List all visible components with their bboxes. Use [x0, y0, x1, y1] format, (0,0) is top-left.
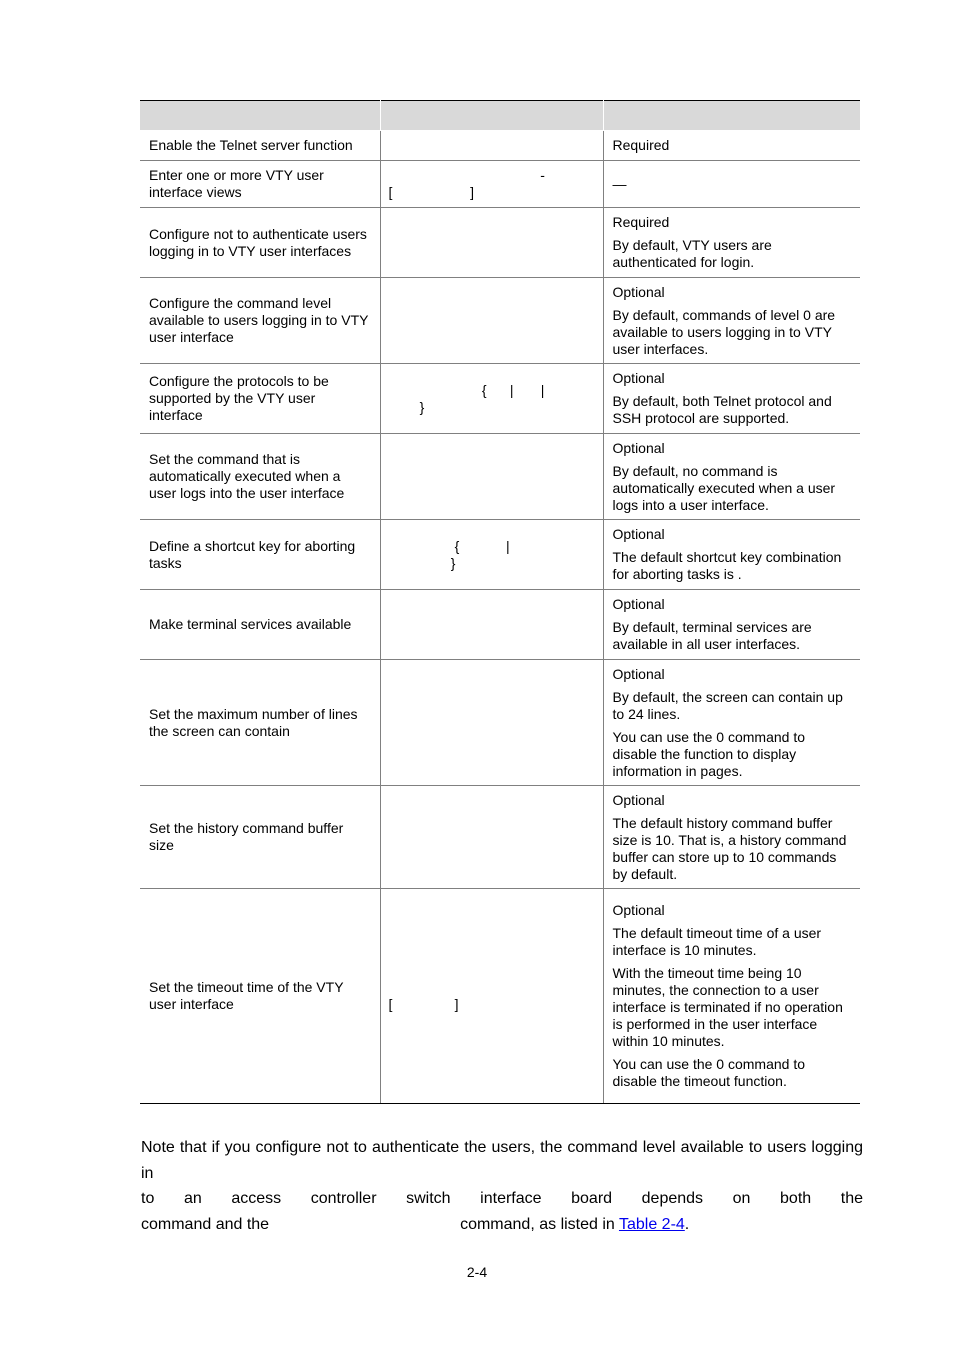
header-operation — [140, 101, 380, 131]
command-cell — [380, 208, 603, 278]
remarks-cell — [603, 208, 860, 278]
table-row — [140, 364, 860, 434]
table-row — [140, 786, 860, 889]
remark-text: Required — [612, 137, 670, 153]
remark-text: The default shortcut key combination for aborting tasks is . — [612, 549, 842, 582]
remarks-cell — [603, 786, 860, 889]
remark-text: By default, both Telnet protocol and SSH protocol are supported. — [612, 393, 832, 426]
remark-text: You can use the 0 command to disable the function to display information in pages. — [612, 728, 805, 779]
remark-text: Optional — [612, 526, 665, 542]
remarks-cell — [603, 434, 860, 520]
remarks-cell — [603, 131, 860, 161]
operation-cell: Set the timeout time of the VTY user interface — [140, 889, 380, 1104]
note-line: to an access controller switch interface board depends on both the — [141, 1190, 863, 1207]
table-row — [140, 520, 860, 590]
remarks-cell — [603, 889, 860, 1104]
remarks-cell — [603, 660, 860, 786]
header-command — [380, 101, 603, 131]
operation-cell: Set the command that is automatically executed when a user logs into the user interface — [140, 434, 380, 520]
remarks-cell — [603, 364, 860, 434]
command-cell — [380, 131, 603, 161]
command-cell: { | | } — [380, 364, 603, 434]
header-remarks — [603, 101, 860, 131]
remark-text: Optional — [612, 902, 665, 918]
table-row — [140, 208, 860, 278]
remark-text: Optional — [612, 596, 665, 612]
operation-cell: Enter one or more VTY user interface views — [140, 161, 380, 208]
remark-text: Optional — [612, 439, 665, 456]
command-cell: - [ ] — [380, 161, 603, 208]
remark-text: With the timeout time being 10 minutes, the connection to a user interface is terminated if no operation is performed in the user interface within 10 minutes. — [612, 965, 843, 1049]
remarks-cell — [603, 278, 860, 364]
remark-text: — — [612, 175, 627, 192]
operation-cell: Configure the protocols to be supported by the VTY user interface — [140, 364, 380, 434]
remarks-cell — [603, 161, 860, 208]
remarks-cell — [603, 520, 860, 590]
operation-cell: Make terminal services available — [140, 590, 380, 660]
remark-text: Optional — [612, 370, 665, 386]
operation-cell: Set the maximum number of lines the screen can contain — [140, 660, 380, 786]
remark-text: Optional — [612, 665, 665, 682]
table-row — [140, 434, 860, 520]
table-row — [140, 590, 860, 660]
page-number: 2-4 — [466, 1264, 488, 1280]
remark-text: By default, no command is automatically executed when a user logs into a user interface. — [612, 462, 836, 513]
table-row — [140, 131, 860, 161]
table-row — [140, 889, 860, 1104]
remark-text: Optional — [612, 791, 665, 808]
note-line: Note that if you configure not to authenticate the users, the command level available to users logging in — [141, 1139, 863, 1182]
remark-text: Required — [612, 214, 670, 230]
note-text: command and the — [141, 1215, 270, 1233]
note-text: . — [684, 1215, 690, 1233]
remark-text: The default history command buffer size is 10. That is, a history command buffer can store up to 10 commands by default. — [612, 814, 847, 882]
command-cell — [380, 660, 603, 786]
table-2-4-link[interactable]: Table 2-4 — [618, 1215, 685, 1233]
note-line — [141, 1212, 863, 1238]
command-cell: { | } — [380, 520, 603, 590]
command-cell — [380, 434, 603, 520]
operation-cell: Configure not to authenticate users logging in to VTY user interfaces — [140, 208, 380, 278]
remark-text: You can use the 0 command to disable the timeout function. — [612, 1056, 805, 1089]
table-row — [140, 278, 860, 364]
command-cell — [380, 590, 603, 660]
command-cell: [ ] — [380, 889, 603, 1104]
note-paragraph — [141, 1135, 863, 1237]
operation-cell: Set the history command buffer size — [140, 786, 380, 889]
remark-text: Optional — [612, 283, 665, 300]
table-row — [140, 660, 860, 786]
remark-text: By default, commands of level 0 are available to users logging in to VTY user interfaces. — [612, 306, 836, 357]
operation-cell: Define a shortcut key for aborting tasks — [140, 520, 380, 590]
operation-cell: Configure the command level available to users logging in to VTY user interface — [140, 278, 380, 364]
configuration-table — [140, 100, 860, 1104]
remark-text: By default, terminal services are available in all user interfaces. — [612, 619, 812, 652]
operation-cell: Enable the Telnet server function — [140, 131, 380, 161]
remark-text: By default, VTY users are authenticated for login. — [612, 237, 772, 270]
remark-text: By default, the screen can contain up to 24 lines. — [612, 688, 843, 722]
remarks-cell — [603, 590, 860, 660]
command-cell — [380, 278, 603, 364]
table-header-row — [140, 101, 860, 131]
remark-text: The default timeout time of a user interface is 10 minutes. — [612, 925, 822, 958]
command-cell — [380, 786, 603, 889]
note-text: command, as listed in — [460, 1215, 615, 1233]
table-row — [140, 161, 860, 208]
